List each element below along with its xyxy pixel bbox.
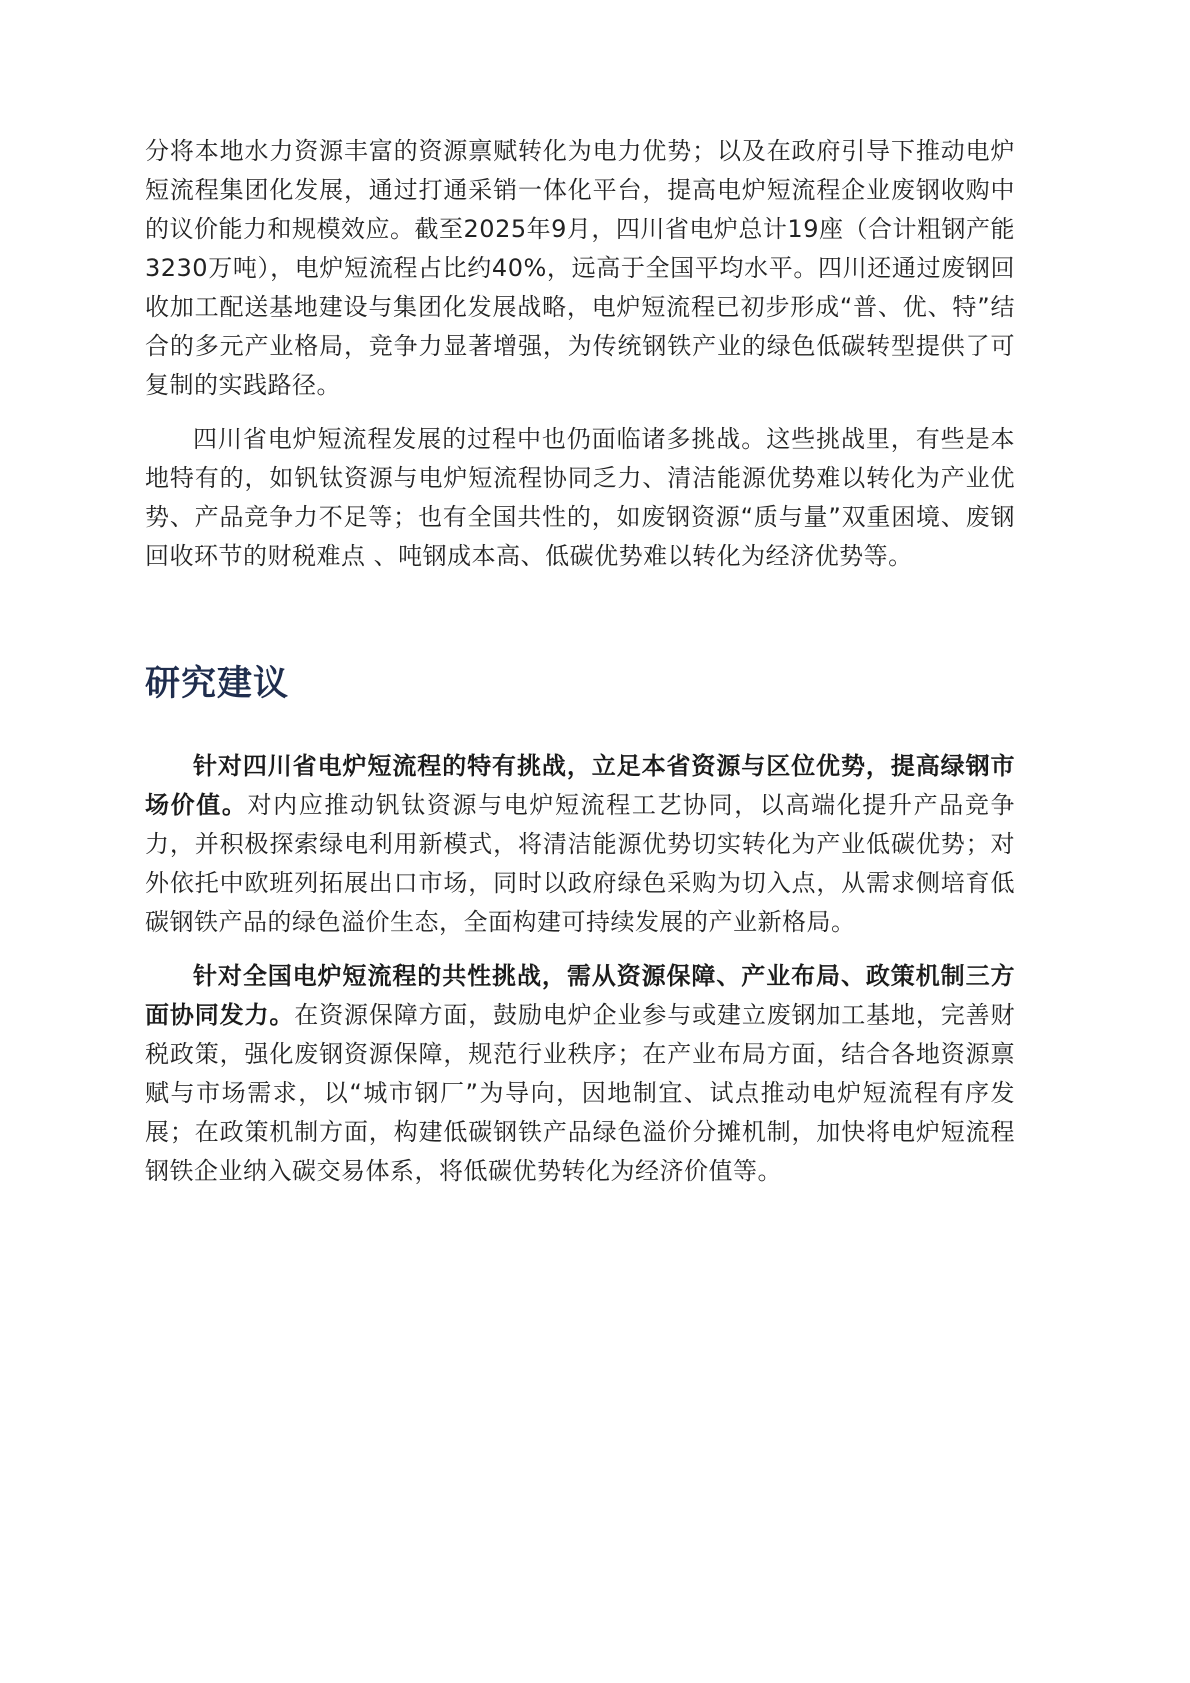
body-paragraph-challenges: 四川省电炉短流程发展的过程中也仍面临诸多挑战。这些挑战里，有些是本地特有的，如钒钛资源与电炉短流程协同乏力、清洁能源优势难以转化为产业优势、产品竞争力不足等；也有全国共性的，如废钢资源“质与量”双重困境、废钢回收环节的财税难点 、吨钢成本高、低碳优势难以转化为经济优势等。	[145, 425, 1015, 570]
body-paragraph-continued: 分将本地水力资源丰富的资源禀赋转化为电力优势；以及在政府引导下推动电炉短流程集团化发展，通过打通采销一体化平台，提高电炉短流程企业废钢收购中的议价能力和规模效应。截至2025年9月，四川省电炉总计19座（合计粗钢产能3230万吨），电炉短流程占比约40%，远高于全国平均水平。四川还通过废钢回收加工配送基地建设与集团化发展战略，电炉短流程已初步形成“普、优、特”结合的多元产业格局，竞争力显著增强，为传统钢铁产业的绿色低碳转型提供了可复制的实践路径。	[145, 137, 1015, 399]
recommendation-lead-national: 针对全国电炉短流程的共性挑战，需从资源保障、产业布局、政策机制三方面协同发力。	[145, 962, 1015, 1029]
recommendation-paragraph-national	[145, 957, 1015, 1191]
document-body	[145, 132, 1015, 1191]
recommendation-body-sichuan: 对内应推动钒钛资源与电炉短流程工艺协同，以高端化提升产品竞争力，并积极探索绿电利用新模式，将清洁能源优势切实转化为产业低碳优势；对外依托中欧班列拓展出口市场，同时以政府绿色采购为切入点，从需求侧培育低碳钢铁产品的绿色溢价生态，全面构建可持续发展的产业新格局。	[145, 791, 1016, 936]
section-heading: 研究建议	[145, 664, 290, 704]
recommendation-paragraph-sichuan	[145, 747, 1015, 942]
recommendation-body-national: 在资源保障方面，鼓励电炉企业参与或建立废钢加工基地，完善财税政策，强化废钢资源保障，规范行业秩序；在产业布局方面，结合各地资源禀赋与市场需求，以“城市钢厂”为导向，因地制宜、试点推动电炉短流程有序发展；在政策机制方面，构建低碳钢铁产品绿色溢价分摊机制，加快将电炉短流程钢铁企业纳入碳交易体系，将低碳优势转化为经济价值等。	[145, 1001, 1016, 1185]
recommendation-lead-sichuan: 针对四川省电炉短流程的特有挑战，立足本省资源与区位优势，提高绿钢市场价值。	[145, 752, 1015, 819]
